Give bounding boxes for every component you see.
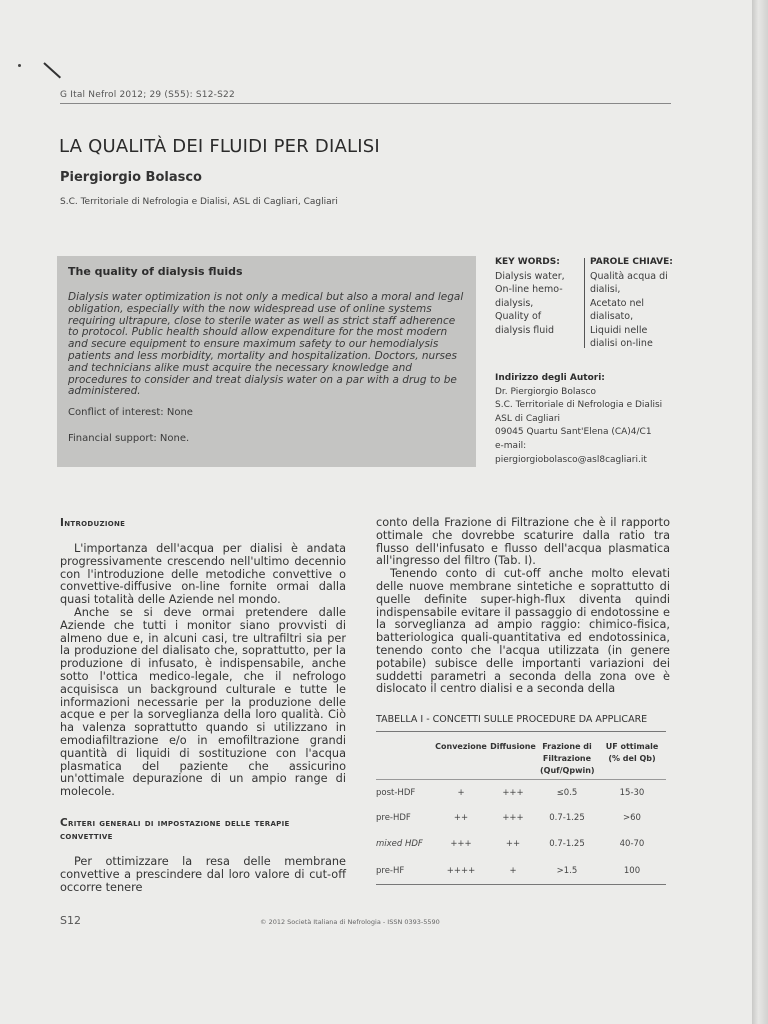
parole-chiave [590, 256, 676, 351]
table-cell: >60 [623, 813, 641, 823]
table-cell: >1.5 [556, 866, 578, 876]
parole-chiave-heading: PAROLE CHIAVE: [590, 257, 673, 267]
table-cell: ++ [505, 839, 521, 849]
paragraph: Anche se si deve ormai pretendere dalle Aziende che tutti i monitor siano provvisti di almeno due e, in alcuni casi, tre ultrafiltri sia per la produzione del dialisato che, soprattutto, per la produzione di infusato, è indispensabile, anche sotto l'ottica medico-legale, che il nefrologo acquisisca un background culturale e tutte le informazioni necessarie per la produzione delle acque e per la sorveglianza della loro qualità. Ciò ha valenza soprattutto quando si utilizzano in emodiafiltrazione e/o in emofiltrazione grandi quantità di liquidi di sostituzione con l'acqua plasmatica del paziente che assicurino un'ottimale depurazione di un ampio range di molecole. [60, 605, 346, 799]
address-line: ASL di Cagliari [495, 413, 561, 424]
keyword-line: dialysis fluid [495, 324, 554, 336]
table-rule-mid [376, 779, 666, 780]
table-cell: 100 [623, 866, 641, 876]
address-heading: Indirizzo degli Autori: [495, 373, 605, 383]
article-title: LA QUALITÀ DEI FLUIDI PER DIALISI [59, 136, 380, 157]
author-address [495, 372, 675, 467]
header-rule [60, 103, 671, 104]
table-row-label: mixed HDF [376, 839, 423, 849]
address-line: e-mail: [495, 440, 527, 451]
table-row-label: pre-HF [376, 866, 405, 876]
paragraph: Tenendo conto di cut-off anche molto elevati delle nuove membrane sintetiche e soprattutto di quelle definite super-high-flux diventa quindi indispensabile evitare il passaggio di endotossine e la sorveglianza ad ampio raggio: chimico-fisica, batteriologica quali-quantitativa ed endotossinica, tenendo conto che l'acqua utilizzata (in genere potabile) subisce delle importanti variazioni dei suddetti parametri a seconda della zona ove è dislocato il centro dialisi e a seconda della [376, 567, 670, 696]
abstract-box [57, 256, 476, 467]
address-line: 09045 Quartu Sant'Elena (CA)4/C1 [495, 427, 652, 438]
parola-line: Acetato nel [590, 297, 645, 309]
parola-line: Qualità acqua di [590, 270, 668, 282]
table-rule-bottom [376, 884, 666, 885]
paragraph: L'importanza dell'acqua per dialisi è andata progressivamente crescendo nell'ultimo decennio con l'introduzione delle metodiche convettive o convettive-diffusive on-line fornite ormai dalla quasi totalità delle Aziende nel mondo. [60, 542, 346, 607]
financial-support: Financial support: None. [68, 433, 190, 444]
table-header-cell: Convezione [435, 742, 487, 751]
table-row-label: pre-HDF [376, 813, 411, 823]
key-words [495, 256, 581, 337]
left-column-criteri [60, 856, 346, 894]
table-cell: + [457, 788, 465, 798]
table-cell: 0.7-1.25 [549, 813, 585, 823]
table-title: TABELLA I - CONCETTI SULLE PROCEDURE DA APPLICARE [376, 714, 648, 725]
pen-mark [43, 62, 61, 78]
copyright-footer: © 2012 Società Italiana di Nefrologia - ISSN 0393-5590 [260, 918, 440, 926]
table-cell: +++ [502, 813, 524, 823]
abstract-text: Dialysis water optimization is not only a medical but also a moral and legal obligation, especially with the now widespread use of online systems requiring ultrapure, close to sterile water as well as strict staff adherence to protocol. Public health should allow expenditure for the most modern and secure equipment to ensure maximum safety to our hemodialysis patients and less morbidity, mortality and hospitalization. Doctors, nurses and technicians alike must acquire the necessary knowledge and procedures to consider and treat dialysis water on a par with a drug to be administered. [68, 291, 464, 398]
keywords-divider [584, 258, 585, 348]
table-cell: 15-30 [619, 788, 645, 798]
parola-line: Liquidi nelle [590, 324, 648, 336]
page-edge-shadow [752, 0, 768, 1024]
section-criteri-title: Criteri generali di impostazione delle terapie convettive [60, 817, 290, 842]
keyword-line: Dialysis water, [495, 270, 565, 282]
author-email[interactable]: piergiorgiobolasco@asl8cagliari.it [495, 454, 647, 465]
section-intro-title: Introduzione [60, 517, 126, 529]
abstract-title: The quality of dialysis fluids [68, 265, 243, 278]
author-affiliation: S.C. Territoriale di Nefrologia e Dialisi, ASL di Cagliari, Cagliari [60, 197, 338, 207]
parola-line: dialisi on-line [590, 338, 653, 349]
address-line: Dr. Piergiorgio Bolasco [495, 386, 597, 397]
address-line: S.C. Territoriale di Nefrologia e Dialisi [495, 400, 663, 411]
table-cell: 0.7-1.25 [549, 839, 585, 849]
table-header-cell: UF ottimale (% del Qb) [605, 742, 659, 763]
table-rule-top [376, 731, 666, 732]
table-header-cell: Frazione di Filtrazione (Quf/Qpwin) [540, 742, 595, 775]
paragraph: Per ottimizzare la resa delle membrane convettive a prescindere dal loro valore di cut-off occorre tenere [60, 855, 346, 894]
parola-line: dialisi, [590, 284, 621, 295]
table-cell: +++ [502, 788, 524, 798]
keyword-line: On-line hemo- [495, 284, 563, 295]
paragraph: conto della Frazione di Filtrazione che è il rapporto ottimale che dovrebbe scaturire dalla ratio tra flusso dell'infusato e flusso dell'acqua plasmatica all'ingresso del filtro (Tab. I). [376, 516, 670, 568]
conflict-of-interest: Conflict of interest: None [68, 407, 193, 418]
table-cell: ++ [453, 813, 469, 823]
right-column-text [376, 517, 670, 696]
table-cell: ++++ [446, 866, 476, 876]
keyword-line: Quality of [495, 311, 542, 322]
table-row-label: post-HDF [376, 788, 416, 798]
table-header-cell: Diffusione [490, 742, 536, 751]
parola-line: dialisato, [590, 311, 634, 322]
table-cell: ≤0.5 [556, 788, 578, 798]
scan-speck [18, 64, 21, 67]
key-words-heading: KEY WORDS: [495, 257, 560, 267]
article-author: Piergiorgio Bolasco [60, 170, 202, 185]
table-cell: 40-70 [619, 839, 645, 849]
table-cell: +++ [450, 839, 472, 849]
left-column-intro [60, 543, 346, 799]
page-number: S12 [60, 914, 81, 927]
running-head: G Ital Nefrol 2012; 29 (S55): S12-S22 [60, 90, 235, 100]
table-cell: + [509, 866, 517, 876]
keyword-line: dialysis, [495, 297, 534, 309]
